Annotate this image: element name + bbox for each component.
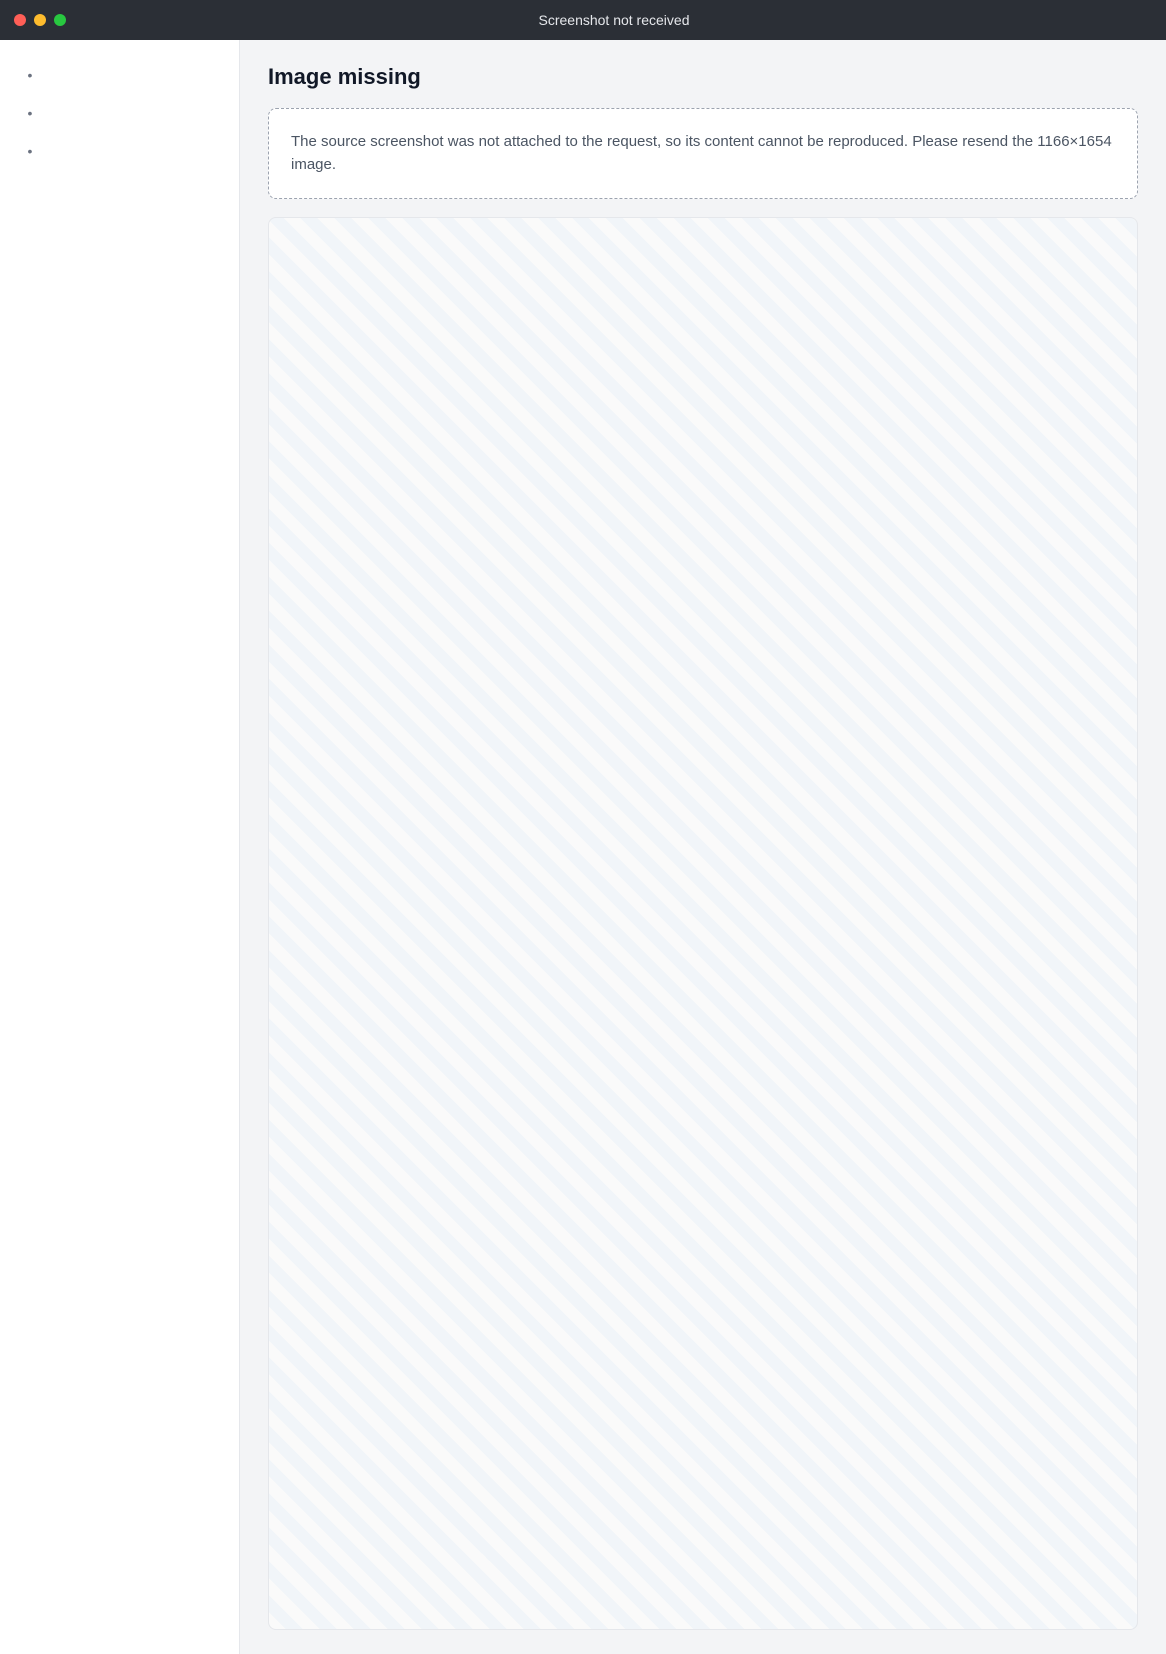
dot-icon: • bbox=[27, 67, 33, 83]
dot-icon: • bbox=[27, 143, 33, 159]
sidebar-item-1[interactable] bbox=[10, 56, 229, 94]
close-window-button[interactable] bbox=[14, 14, 26, 26]
sidebar-item-2[interactable] bbox=[10, 94, 229, 132]
main-content bbox=[240, 40, 1166, 1654]
window-controls bbox=[14, 14, 66, 26]
maximize-window-button[interactable] bbox=[54, 14, 66, 26]
missing-image-notice: The source screenshot was not attached to the request, so its content cannot be reproduced. Please resend the 1166×1654 image. bbox=[268, 108, 1138, 199]
sidebar bbox=[0, 40, 240, 1654]
minimize-window-button[interactable] bbox=[34, 14, 46, 26]
content-placeholder bbox=[268, 217, 1138, 1630]
title-bar bbox=[0, 0, 1166, 40]
sidebar-item-3[interactable] bbox=[10, 132, 229, 170]
window-title: Screenshot not received bbox=[538, 12, 690, 28]
page-title: Image missing bbox=[268, 64, 421, 89]
dot-icon: • bbox=[27, 105, 33, 121]
window-body bbox=[0, 40, 1166, 1654]
